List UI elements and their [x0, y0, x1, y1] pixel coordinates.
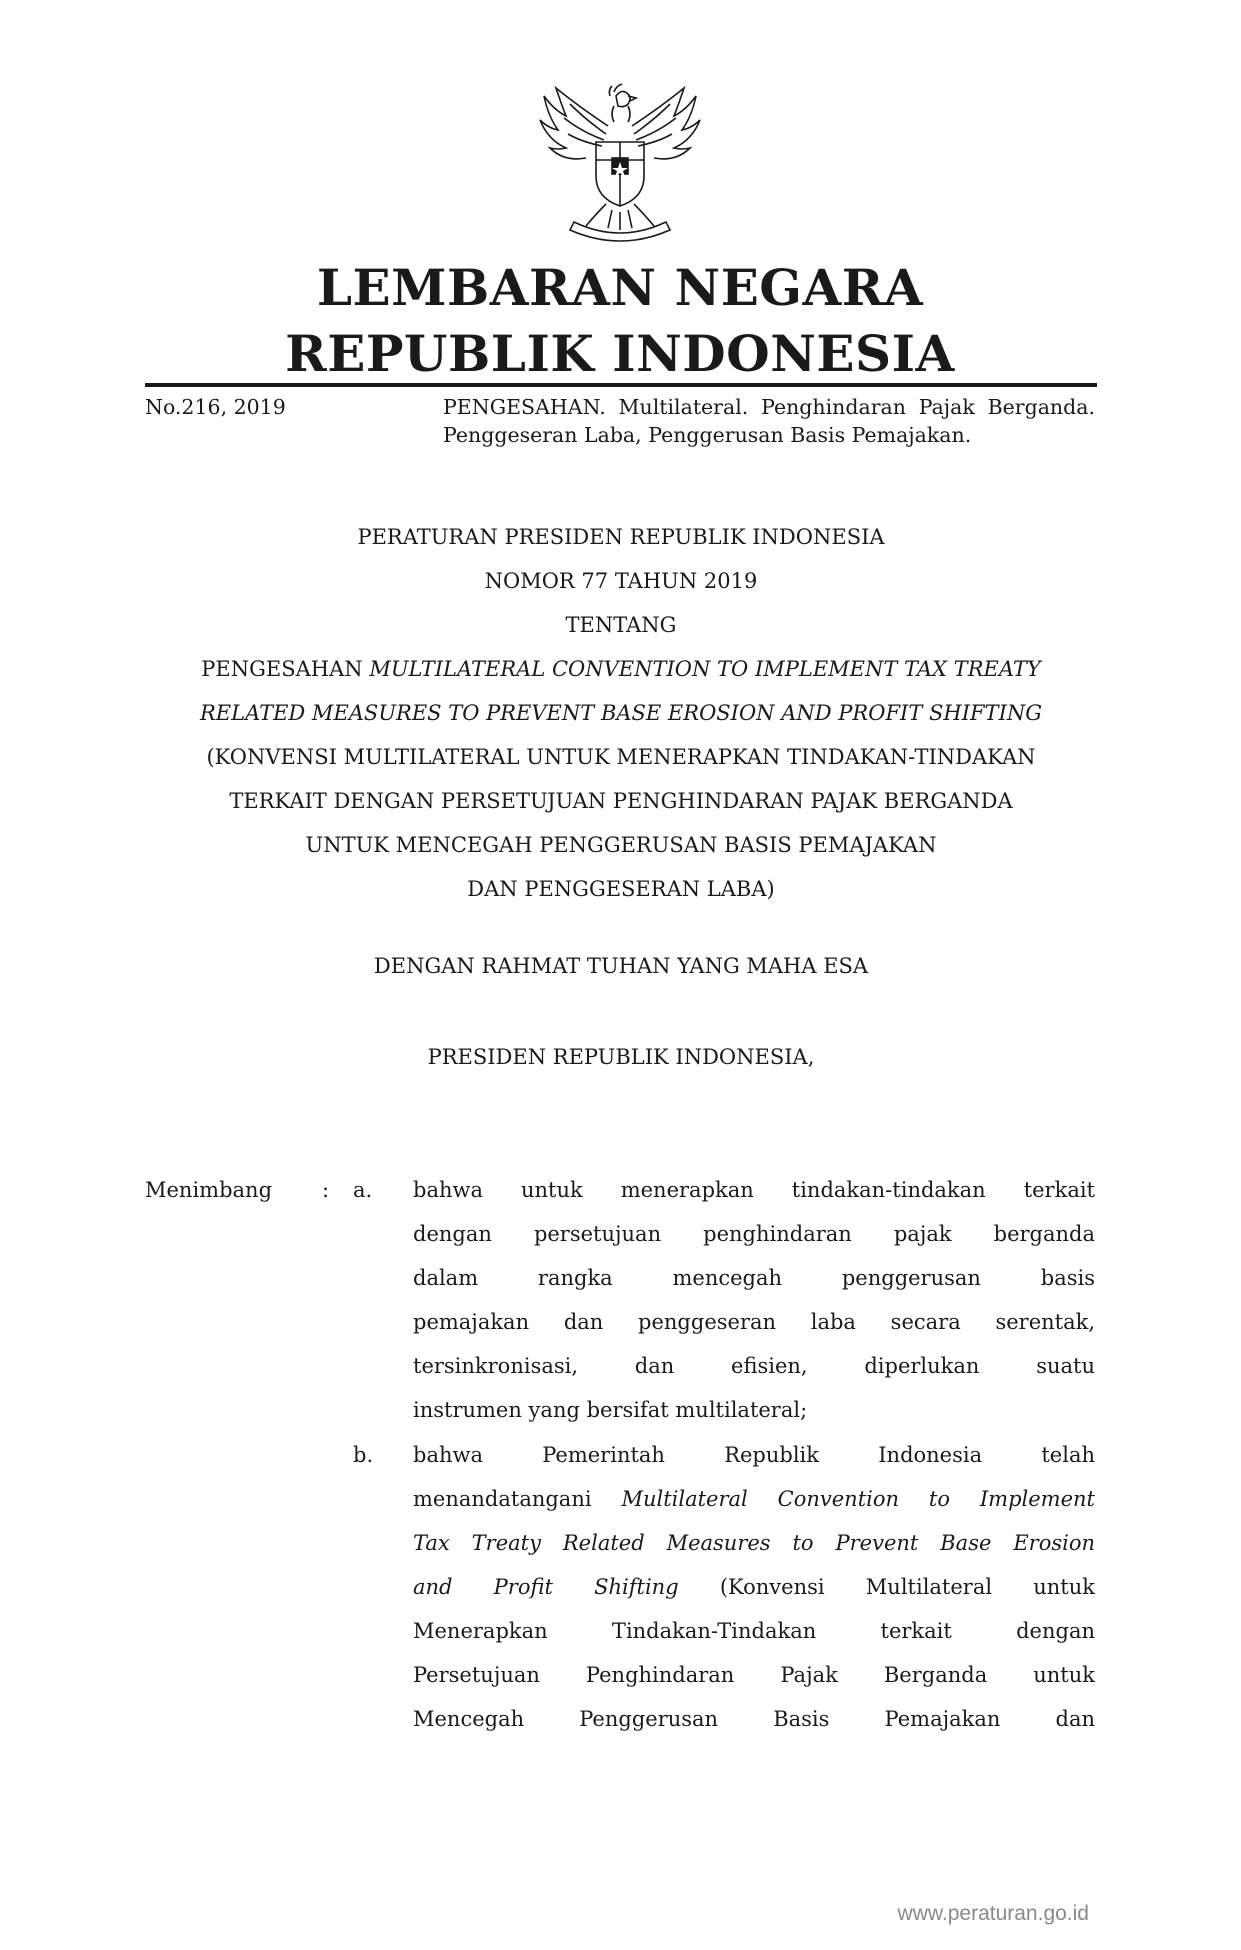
item-b-line: Mencegah Penggerusan Basis Pemajakan dan — [413, 1707, 1095, 1731]
regulation-subject-line1 — [145, 647, 1097, 691]
item-b-line: Tax Treaty Related Measures to Prevent Base Erosion — [413, 1531, 1095, 1555]
item-a-line: pemajakan dan penggeseran laba secara serentak, — [413, 1310, 1095, 1334]
garuda-emblem-icon — [530, 82, 710, 242]
item-b-line — [413, 1477, 1095, 1521]
regulation-tentang: TENTANG — [565, 613, 677, 637]
masthead-title-line1: LEMBARAN NEGARA — [316, 258, 924, 317]
regulation-subject-line6: DAN PENGGESERAN LABA) — [467, 877, 775, 901]
regulation-subject-line2: RELATED MEASURES TO PREVENT BASE EROSION AND PROFIT SHIFTING — [199, 701, 1043, 725]
item-b-line: Persetujuan Penghindaran Pajak Berganda untuk — [413, 1663, 1095, 1687]
regulation-subject-italic: MULTILATERAL CONVENTION TO IMPLEMENT TAX TREATY — [369, 657, 1041, 681]
rahmat-line: DENGAN RAHMAT TUHAN YANG MAHA ESA — [373, 954, 869, 978]
item-a-line: bahwa untuk menerapkan tindakan-tindakan terkait — [413, 1178, 1095, 1202]
regulation-number: NOMOR 77 TAHUN 2019 — [484, 569, 758, 593]
header-divider — [145, 383, 1097, 387]
gazette-number: No.216, 2019 — [145, 395, 286, 419]
item-a-line: instrumen yang bersifat multilateral; — [413, 1398, 808, 1422]
regulation-subject-line4: TERKAIT DENGAN PERSETUJUAN PENGHINDARAN PAJAK BERGANDA — [229, 789, 1013, 813]
item-b-line4-italic: and Profit Shifting — [413, 1575, 679, 1599]
regulation-heading — [145, 515, 1097, 911]
item-a-line: tersinkronisasi, dan efisien, diperlukan suatu — [413, 1354, 1095, 1378]
item-b-line2-prefix: menandatangani — [413, 1487, 622, 1511]
regulation-title: PERATURAN PRESIDEN REPUBLIK INDONESIA — [357, 525, 885, 549]
footer-url[interactable]: www.peraturan.go.id — [897, 1902, 1089, 1925]
presiden-line: PRESIDEN REPUBLIK INDONESIA, — [427, 1045, 815, 1069]
item-a-paragraph — [413, 1168, 1095, 1432]
item-a-line: dengan persetujuan penghindaran pajak berganda — [413, 1222, 1095, 1246]
item-b-line4-suffix: (Konvensi Multilateral untuk — [678, 1575, 1095, 1599]
regulation-subject-line3: (KONVENSI MULTILATERAL UNTUK MENERAPKAN TINDAKAN-TINDAKAN — [206, 745, 1036, 769]
item-b-line: Menerapkan Tindakan-Tindakan terkait dengan — [413, 1619, 1095, 1643]
item-a-line: dalam rangka mencegah penggerusan basis — [413, 1266, 1095, 1290]
regulation-subject-prefix: PENGESAHAN — [201, 657, 370, 681]
menimbang-colon: : — [322, 1178, 330, 1202]
masthead-title-line2: REPUBLIK INDONESIA — [285, 324, 955, 383]
item-b-line — [413, 1565, 1095, 1609]
item-b-marker: b. — [353, 1443, 374, 1467]
regulation-subject-line5: UNTUK MENCEGAH PENGGERUSAN BASIS PEMAJAKAN — [305, 833, 937, 857]
item-b-line: bahwa Pemerintah Republik Indonesia telah — [413, 1443, 1095, 1467]
item-b-line2-italic: Multilateral Convention to Implement — [621, 1487, 1095, 1511]
gazette-subject: PENGESAHAN. Multilateral. Penghindaran Pajak Berganda. Penggeseran Laba, Penggerusan Basis Pemajakan. — [443, 395, 1095, 447]
menimbang-label: Menimbang — [145, 1178, 273, 1202]
item-a-marker: a. — [353, 1178, 373, 1202]
item-b-paragraph — [413, 1433, 1095, 1741]
